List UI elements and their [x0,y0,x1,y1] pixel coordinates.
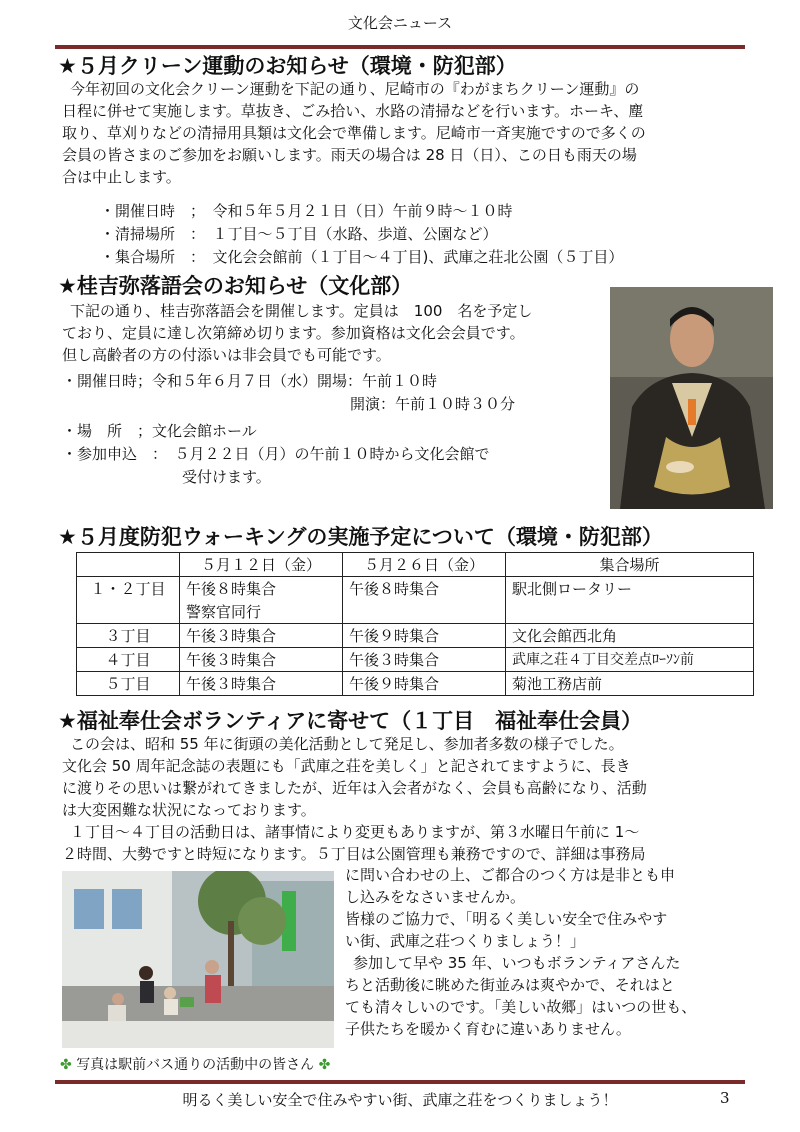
text-line: 子供たちを暖かく育むに違いありません。 [345,1020,631,1038]
table-cell: 警察官同行 [180,600,343,624]
table-cell: ４丁目 [77,648,180,672]
table-cell: 午後３時集合 [180,672,343,696]
clover-icon: ✤ [318,1057,331,1073]
table-cell: 駅北側ロータリー [506,577,754,601]
cleanup-details [100,200,623,269]
newsletter-title: 文化会ニュース [347,14,453,32]
text-line: 文化会 50 周年記念誌の表題にも「武庫之荘を美しく」と記されてますように、長き [62,757,631,775]
table-cell: 菊池工務店前 [506,672,754,696]
header-rule [55,45,745,49]
performer-photo [610,287,773,509]
table-cell: 武庫之荘４丁目交差点ﾛｰｿﾝ前 [506,648,754,672]
table-header-row [77,553,754,577]
text-line: 皆様のご協力で、「明るく美しい安全で住みやす [345,910,668,928]
text-line: 参加して早や 35 年、いつもボランティアさんた [353,954,681,972]
cleanup-body [62,78,646,188]
text-line: ており、定員に達し次第締め切ります。参加資格は文化会会員です。 [62,324,525,342]
text-line: 合は中止します。 [62,168,181,186]
detail-item: ・場 所 ；文化会館ホール [62,422,257,440]
table-cell [506,600,754,624]
table-cell [343,600,506,624]
text-line: １丁目～４丁目の活動日は、諸事情により変更もありますが、第３水曜日午前に 1～ [70,823,640,841]
table-row [77,672,754,696]
table-cell: 午後８時集合 [180,577,343,601]
table-cell: ３丁目 [77,624,180,648]
section-heading-cleanup: ★５月クリーン運動のお知らせ（環境・防犯部） [58,54,517,78]
volunteer-photo [62,871,334,1048]
table-cell: 午後３時集合 [180,624,343,648]
caption-text: 写真は駅前バス通りの活動中の皆さん [76,1057,315,1073]
detail-item: ・参加申込 ： ５月２２日（月）の午前１０時から文化会館で [62,445,490,463]
text-line: 会員の皆さまのご参加をお願いします。雨天の場合は 28 日（日）、この日も雨天の場 [62,146,637,164]
table-cell: 文化会館西北角 [506,624,754,648]
text-line: し込みをなさいませんか。 [345,888,526,906]
page-number: 3 [720,1089,730,1107]
text-line: ちと活動後に眺めた街並みは爽やかで、それはと [345,976,675,994]
text-line: 日程に併せて実施します。草抜き、ごみ拾い、水路の清掃などを行います。ホーキ、塵 [62,102,644,120]
volunteer-body [62,733,647,865]
text-line: ２時間、大勢ですと時短になります。５丁目は公園管理も兼務ですので、詳細は事務局 [62,845,646,863]
text-line: 但し高齢者の方の付添いは非会員でも可能です。 [62,346,391,364]
table-cell [77,600,180,624]
section-heading-rakugo: ★桂吉弥落語会のお知らせ（文化部） [58,274,413,298]
footer-rule [55,1080,745,1084]
rakugo-details [62,370,515,489]
detail-item: ・集合場所 ： 文化会会館前（１丁目～４丁目)、武庫之荘北公園（５丁目） [100,248,624,266]
volunteer-body-right [345,864,696,1040]
table-header-cell: ５月１２日（金） [180,553,343,577]
text-line: 取り、草刈りなどの清掃用具類は文化会で準備します。尼崎市一斉実施ですので多くの [62,124,646,142]
detail-item: 開演：午前１０時３０分 [350,395,516,413]
table-cell: 午後３時集合 [180,648,343,672]
table-row [77,600,754,624]
text-line: に問い合わせの上、ご都合のつく方は是非とも申 [345,866,676,884]
rakugo-body [62,300,532,366]
photo-caption [60,1054,330,1074]
text-line: 下記の通り、桂吉弥落語会を開催します。定員は 100 名を予定し [70,302,533,320]
table-row [77,624,754,648]
detail-item: ・開催日時 ； 令和５年５月２１日（日）午前９時～１０時 [100,202,513,220]
footer-slogan: 明るく美しい安全で住みやすい街、武庫之荘をつくりましょう！ [182,1091,618,1109]
table-row [77,577,754,601]
table-header-cell: ５月２６日（金） [343,553,506,577]
detail-item: 受付けます。 [182,468,271,486]
text-line: い街、武庫之荘つくりましょう！」 [345,932,586,950]
table-cell: 午後９時集合 [343,624,506,648]
table-cell: １・２丁目 [77,577,180,601]
section-heading-patrol: ★５月度防犯ウォーキングの実施予定について（環境・防犯部） [58,525,663,549]
clover-icon: ✤ [60,1057,72,1073]
table-header-cell: 集合場所 [506,553,754,577]
text-line: 今年初回の文化会クリーン運動を下記の通り、尼崎市の『わがまちクリーン運動』の [70,80,640,98]
table-cell: ５丁目 [77,672,180,696]
table-cell: 午後９時集合 [343,672,506,696]
detail-item: ・開催日時；令和５年６月７日（水）開場：午前１０時 [62,372,438,390]
text-line: は大変困難な状況になっております。 [62,801,316,819]
text-line: ても清々しいのです。「美しい故郷」はいつの世も、 [345,998,697,1016]
table-cell: 午後３時集合 [343,648,506,672]
table-row [77,648,754,672]
detail-item: ・清掃場所 ： １丁目～５丁目（水路、歩道、公園など） [100,225,498,243]
table-cell: 午後８時集合 [343,577,506,601]
section-heading-volunteer: ★福祉奉仕会ボランティアに寄せて（１丁目 福祉奉仕会員） [58,709,643,733]
text-line: に渡りその思いは繋がれてきましたが、近年は入会者がなく、会員も高齢になり、活動 [62,779,647,797]
patrol-table [76,552,754,696]
table-header-cell [77,553,180,577]
text-line: この会は、昭和 55 年に街頭の美化活動として発足し、参加者多数の様子でした。 [70,735,624,753]
